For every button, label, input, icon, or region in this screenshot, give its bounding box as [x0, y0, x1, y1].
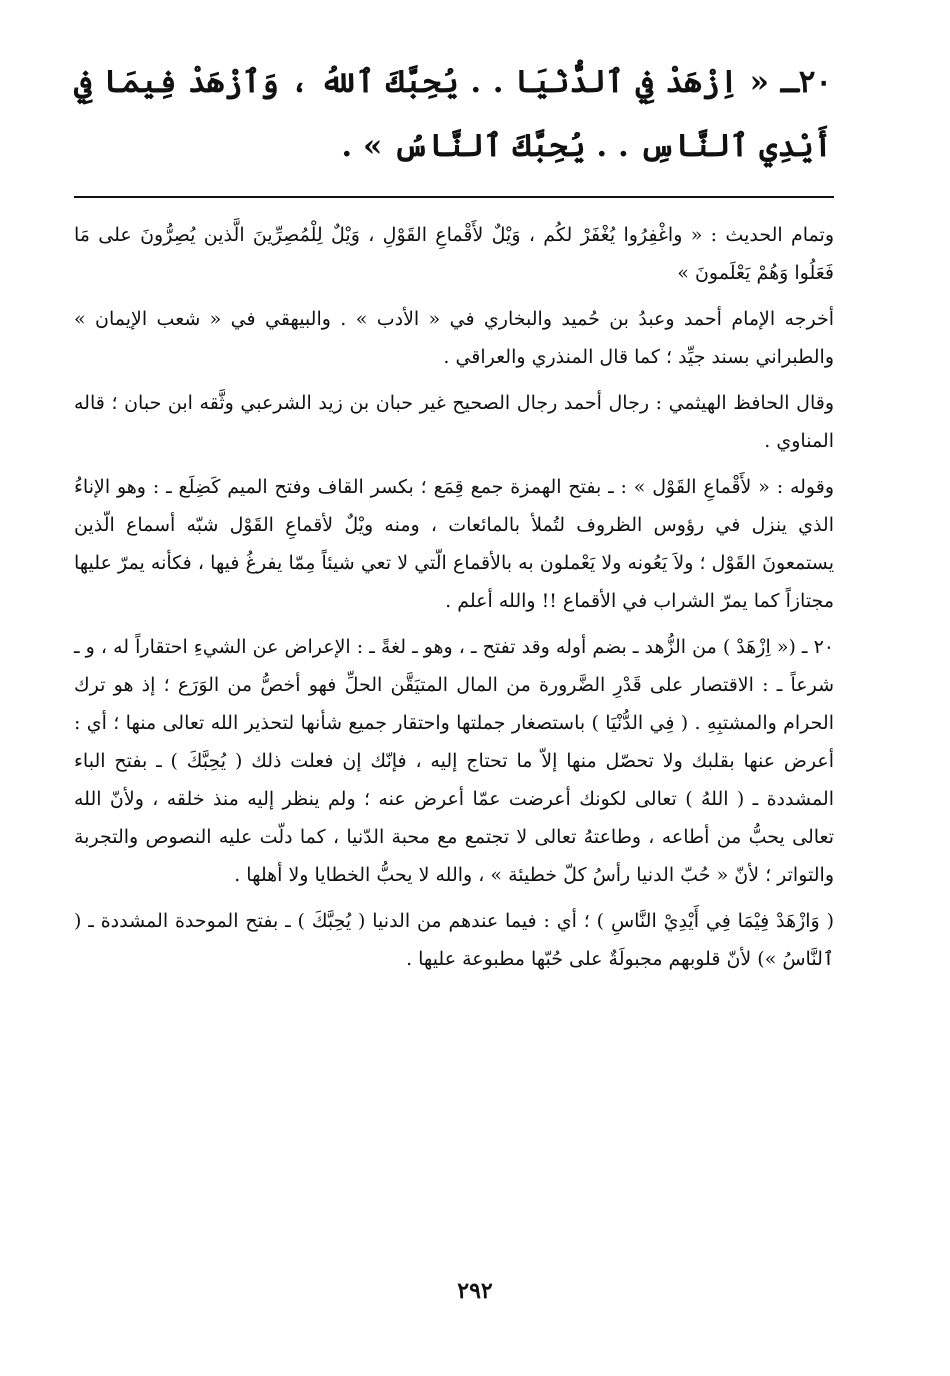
page-number: ٢٩٢: [457, 1278, 493, 1304]
commentary-paragraph-2: أخرجه الإمام أحمد وعبدُ بن حُميد والبخاري في « الأدب » . والبيهقي في « شعب الإيمان » والطبراني بسند جيِّد ؛ كما قال المنذري والعراقي .: [74, 308, 834, 368]
commentary-paragraph-5: ٢٠ ـ (« اِزْهَدْ ) من الزُّهد ـ بضم أوله وقد تفتح ـ ، وهو ـ لغةً ـ : الإعراض عن الشيءِ احتقاراً له ، و ـ شرعاً ـ : الاقتصار على قَدْرِ الضَّرورة من المال المتيَقَّن الحلِّ فهو أخصُّ من الوَرَع ؛ إذ هو ترك الحرام والمشتبِهِ . ( فِي الدُّنْيَا ) باستصغار جملتها واحتقار جميع شأنها لتحذير الله تعالى منها ؛ أي : أعرض عنها بقلبك ولا تحصّل منها إلاّ ما تحتاج إليه ، فإنّك إن فعلت ذلك ( يُحِبَّكَ ) ـ بفتح الباء المشددة ـ ( اللهُ ) تعالى لكونك أعرضت عمّا أعرض عنه ؛ ولم ينظر إليه منذ خلقه ، ولأنّ الله تعالى يحبُّ من أطاعه ، وطاعتهُ تعالى لا تجتمع مع محبة الدّنيا ، كما دلّت عليه النصوص والتجربة والتواتر ؛ لأنّ « حُبّ الدنيا رأسُ كلّ خطيئة » ، والله لا يحبُّ الخطايا ولا أهلها .: [74, 636, 834, 886]
commentary-paragraph-4: وقوله : « لأَقْماعِ القَوْل » : ـ بفتح الهمزة جمع قِمَع ؛ بكسر القاف وفتح الميم كَضِلَع ـ : وهو الإناءُ الذي ينزل في رؤوس الظروف لتُملأ بالمائعات ، ومنه ويْلٌ لأقماعِ القَوْل شبّه أسماع الّذين يستمعونَ القَوْل ؛ ولاَ يَعُونه ولا يَعْملون به بالأقماع الّتي لا تعي شيئاً مِمّا يفرغُ فيها ، فكأنه يمرّ عليها مجتازاً كما يمرّ الشراب في الأقماع !! والله أعلم .: [74, 476, 834, 612]
commentary-paragraph-3: وقال الحافظ الهيثمي : رجال أحمد رجال الصحيح غير حبان بن زيد الشرعبي وثَّقه ابن حبان ؛ قاله المناوي .: [74, 392, 834, 452]
commentary-paragraph-1: وتمام الحديث : « واغْفِرُوا يُغْفَرْ لكُم ، وَيْلٌ لأَقْماعِ القَوْلِ ، وَيْلٌ لِلْمُصِرِّينَ الَّذين يُصِرُّونَ على مَا فَعَلُوا وَهُمْ يَعْلَمونَ »: [74, 224, 834, 284]
commentary-paragraph-6: ( وَازْهَدْ فِيْمَا فِي أَيْدِيْ النَّاسِ ) ؛ أي : فيما عندهم من الدنيا ( يُحِبَّكَ ) ـ بفتح الموحدة المشددة ـ ( ٱلنَّاسُ ») لأنّ قلوبهم مجبولَةٌ على حُبّها مطبوعة عليها .: [74, 910, 834, 970]
separator-line: [74, 196, 834, 198]
page-body: [74, 50, 834, 986]
hadith-text: ٢٠ـ « اِزْهَدْ فِي ٱلدُّنْيَا . . يُحِبَّكَ ٱللهُ ، وَٱزْهَدْ فِيمَا فِي أَيْدِي ٱلنَّاسِ . . يُحِبَّكَ ٱلنَّاسُ » .: [74, 64, 832, 164]
